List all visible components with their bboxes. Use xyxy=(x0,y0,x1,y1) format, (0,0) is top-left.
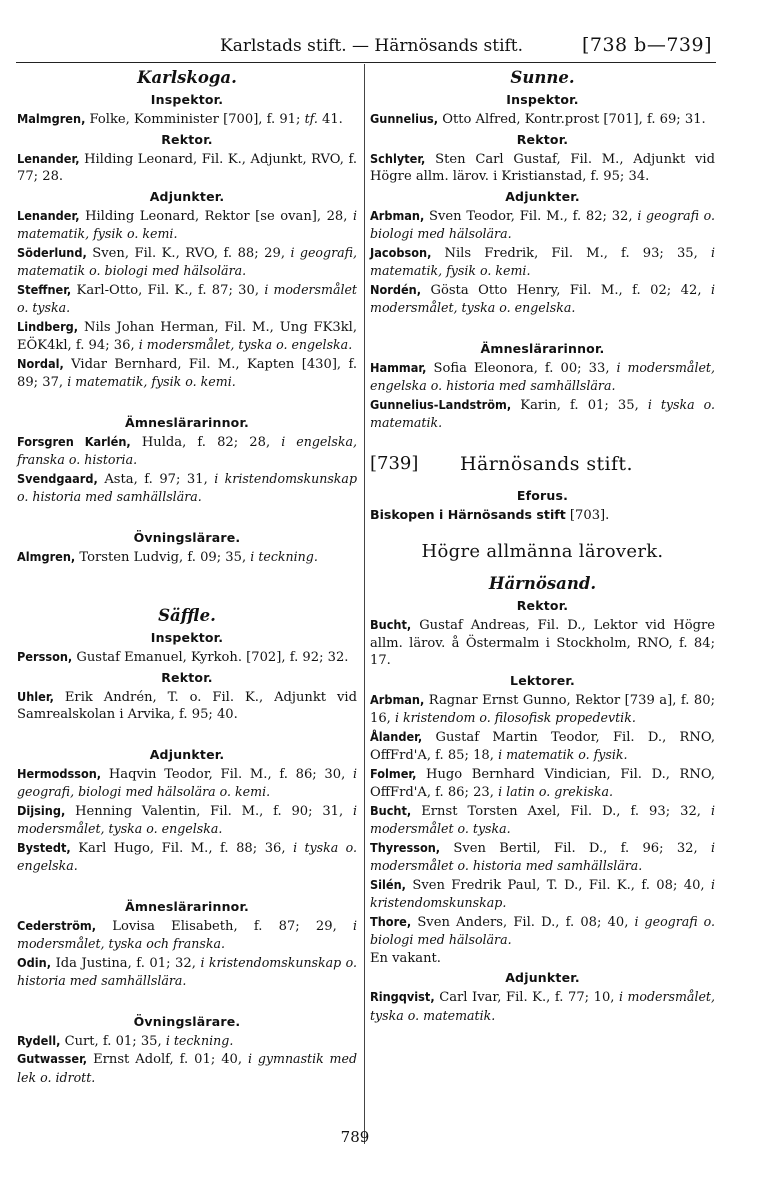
entry-subjects: i modersmålet, tyska o. engelska. xyxy=(17,802,357,836)
entry-subjects: i matematik, fysik o. kemi. xyxy=(67,374,236,389)
entry xyxy=(17,433,357,470)
entry-name: Almgren, xyxy=(17,548,76,564)
stift-number: [739] xyxy=(370,452,419,474)
entry-text: Sven Fredrik Paul, T. D., Fil. K., f. 08; 40, xyxy=(405,877,711,893)
section-head: Adjunkter. xyxy=(505,970,580,985)
entry-name: Nordal, xyxy=(17,355,64,371)
section-head: Övningslärare. xyxy=(133,529,241,545)
entry xyxy=(17,207,357,244)
eforus-entry xyxy=(370,506,715,525)
entry-text: Haqvin Teodor, Fil. M., f. 86; 30, xyxy=(101,766,353,782)
entry xyxy=(17,954,357,991)
section-head: Rektor. xyxy=(161,669,213,685)
entry-name: Silén, xyxy=(370,876,406,892)
entry-text: Karin, f. 01; 35, xyxy=(511,397,648,413)
entry-name: Ringqvist, xyxy=(370,989,435,1004)
entry-subjects: i geografi o. biologi med hälsolära. xyxy=(370,207,715,241)
town-title-karlskoga: Karlskoga. xyxy=(137,68,237,87)
entry-subjects: i teckning. xyxy=(250,548,318,564)
entry xyxy=(17,839,357,876)
entry-list xyxy=(370,616,715,670)
entry-subjects: i modersmålet o. tyska. xyxy=(17,281,357,315)
section-head: Inspektor. xyxy=(150,92,224,107)
entry xyxy=(370,281,715,318)
entry-name: Odin, xyxy=(17,954,51,970)
entry-text: Sten Carl Gustaf, Fil. M., Adjunkt vid Högre allm. lärov. i Kristianstad, f. 95; 34. xyxy=(370,151,715,184)
entry-subjects: i modersmålet, tyska och franska. xyxy=(17,917,357,951)
entry-text: Curt, f. 01; 35, xyxy=(60,1033,166,1049)
entry-name: Persson, xyxy=(17,649,73,664)
eforus-name: Biskopen i Härnösands stift xyxy=(370,506,566,522)
entry xyxy=(17,765,357,802)
stift-title: Härnösands stift. xyxy=(460,452,633,475)
entry-subjects: i modersmålet o. tyska. xyxy=(370,802,715,836)
right-column xyxy=(370,66,715,1025)
entry-list xyxy=(370,150,715,186)
entry-text: Henning Valentin, Fil. M., f. 90; 31, xyxy=(65,803,353,819)
entry-text: Gustaf Emanuel, Kyrkoh. [702], f. 92; 32. xyxy=(72,650,349,665)
town-title-sunne: Sunne. xyxy=(510,68,575,87)
entry-subjects: tf. xyxy=(304,111,318,126)
entry-text: Ida Justina, f. 01; 32, xyxy=(51,955,201,971)
entry xyxy=(370,765,715,802)
entry-text: Sven Teodor, Fil. M., f. 82; 32, xyxy=(424,208,638,224)
entry-text: Torsten Ludvig, f. 09; 35, xyxy=(75,549,251,565)
section-head: Rektor. xyxy=(516,131,569,147)
entry-text: Sofia Eleonora, f. 00; 33, xyxy=(426,360,617,376)
entry-list xyxy=(17,688,357,724)
entry-list xyxy=(17,648,357,667)
section-head: Rektor. xyxy=(161,131,213,147)
entry xyxy=(17,110,357,129)
entry-name: Gunnelius-Landström, xyxy=(370,396,512,412)
entry xyxy=(17,688,357,724)
section-head: Adjunkter. xyxy=(149,746,225,762)
entry-subjects: i matematik o. fysik. xyxy=(498,747,628,762)
section-head: Ämneslärarinnor. xyxy=(124,414,249,430)
entry-list xyxy=(370,988,715,1025)
section-head: Inspektor. xyxy=(150,630,224,645)
entry xyxy=(370,950,715,968)
entry-subjects: i geografi, matematik o. biologi med hälsolära. xyxy=(17,244,358,278)
entry-text: En vakant. xyxy=(370,950,441,966)
entry-name: Svendgaard, xyxy=(17,470,98,486)
entry xyxy=(370,396,715,433)
entry-name: Dijsing, xyxy=(17,802,66,818)
running-header xyxy=(0,32,776,62)
entry-text: Ernst Adolf, f. 01; 40, xyxy=(87,1052,248,1067)
entry-text: Asta, f. 97; 31, xyxy=(97,471,215,487)
entry-list xyxy=(17,433,357,507)
spacer xyxy=(17,991,357,1011)
entry-name: Arbman, xyxy=(370,207,425,223)
entry xyxy=(370,150,715,186)
spacer xyxy=(17,566,357,604)
section-head: Inspektor. xyxy=(506,92,579,107)
entry-text: Karl Hugo, Fil. M., f. 88; 36, xyxy=(70,840,294,856)
section-head: Ämneslärarinnor. xyxy=(124,898,249,914)
entry-name: Uhler, xyxy=(17,688,54,704)
entry-name: Hermodsson, xyxy=(17,765,102,781)
entry-text: Erik Andrén, T. o. Fil. K., Adjunkt vid Samrealskolan i Arvika, f. 95; 40. xyxy=(17,689,357,722)
entry xyxy=(370,616,715,670)
entry-name: Forsgren Karlén, xyxy=(17,433,131,449)
entry xyxy=(17,1050,357,1087)
entry-subjects: i modersmålet, engelska o. historia med samhällslära. xyxy=(370,359,715,393)
entry-list xyxy=(17,917,357,991)
stift-heading xyxy=(370,449,715,483)
section-head: Eforus. xyxy=(516,487,569,503)
entry-name: Steffner, xyxy=(17,281,72,297)
entry xyxy=(370,244,715,281)
entry xyxy=(17,470,357,507)
header-page-range: [738 b—739] xyxy=(581,34,712,56)
entry-list xyxy=(17,765,357,876)
entry xyxy=(17,281,357,318)
entry-name: Malmgren, xyxy=(17,111,86,126)
left-column xyxy=(17,66,357,1087)
entry-text: Karl-Otto, Fil. K., f. 87; 30, xyxy=(71,282,265,298)
entry xyxy=(17,150,357,186)
entry-subjects: i geografi, biologi med hälsolära o. kemi. xyxy=(17,765,357,799)
entry-text: Nils Fredrik, Fil. M., f. 93; 35, xyxy=(431,245,711,261)
column-divider xyxy=(364,64,365,1144)
entry xyxy=(370,207,715,244)
entry-name: Schlyter, xyxy=(370,150,426,166)
section-head: Lektorer. xyxy=(510,672,575,688)
entry-subjects: i tyska o. engelska. xyxy=(17,839,357,873)
entry xyxy=(370,839,715,876)
entry-list xyxy=(17,548,357,567)
section-head: Adjunkter. xyxy=(505,188,580,204)
entry-list xyxy=(370,691,715,968)
entry-name: Thore, xyxy=(370,913,412,929)
entry-name: Cederström, xyxy=(17,917,97,933)
entry xyxy=(370,988,715,1025)
entry-text: Vidar Bernhard, Fil. M., Kapten [430], f. 89; 37, xyxy=(17,356,357,390)
entry-text: Gustaf Andreas, Fil. D., Lektor vid Högre allm. lärov. å Östermalm i Stockholm, RNO, f. 84; 17. xyxy=(370,618,715,668)
entry xyxy=(370,913,715,950)
entry-subjects: i matematik, fysik o. kemi. xyxy=(17,207,357,241)
entry-name: Arbman, xyxy=(370,691,425,707)
entry-subjects: i kristendom o. filosofisk propedevtik. xyxy=(395,710,636,725)
entry-subjects: i modersmålet, tyska o. engelska. xyxy=(138,337,353,352)
entry-text: Gustaf Martin Teodor, Fil. D., RNO, OffFrd'A, f. 85; 18, xyxy=(370,729,715,763)
section-head: Ämneslärarinnor. xyxy=(480,340,605,356)
entry-list xyxy=(370,359,715,433)
entry-text: Gösta Otto Henry, Fil. M., f. 02; 42, xyxy=(421,282,711,298)
entry xyxy=(17,318,357,355)
entry-text: Nils Johan Herman, Fil. M., Ung FK3kl, EÖK4kl, f. 94; 36, xyxy=(17,319,357,353)
entry-text: Hilding Leonard, Fil. K., Adjunkt, RVO, f. 77; 28. xyxy=(17,151,357,184)
entry-list xyxy=(17,110,357,129)
entry-text: Hugo Bernhard Vindician, Fil. D., RNO, OffFrd'A, f. 86; 23, xyxy=(370,766,715,800)
entry-subjects: i modersmålet o. historia med samhällslära. xyxy=(370,839,715,873)
eforus-ref: [703]. xyxy=(565,507,610,523)
entry-subjects: i kristendomskunskap o. historia med samhällslära. xyxy=(17,954,357,988)
entry xyxy=(370,876,715,913)
entry xyxy=(370,110,715,129)
entry-text: Hulda, f. 82; 28, xyxy=(130,434,282,450)
header-rule xyxy=(16,62,716,63)
entry xyxy=(370,691,715,728)
entry-text: Sven Bertil, Fil. D., f. 96; 32, xyxy=(440,840,711,856)
entry-text: Ernst Torsten Axel, Fil. D., f. 93; 32, xyxy=(411,803,711,819)
entry xyxy=(370,802,715,839)
entry-text: Hilding Leonard, Rektor [se ovan], 28, xyxy=(79,208,353,224)
entry-list xyxy=(370,110,715,129)
entry-name: Nordén, xyxy=(370,281,422,297)
entry-subjects: i engelska, franska o. historia. xyxy=(17,433,358,467)
entry-text: Lovisa Elisabeth, f. 87; 29, xyxy=(96,918,353,934)
entry xyxy=(17,244,357,281)
entry-name: Rydell, xyxy=(17,1032,61,1048)
entry-subjects: i gymnastik med lek o. idrott. xyxy=(17,1051,358,1085)
entry-subjects: i latin o. grekiska. xyxy=(498,784,614,799)
entry-subjects: i matematik, fysik o. kemi. xyxy=(370,244,715,278)
entry-text: Sven, Fil. K., RVO, f. 88; 29, xyxy=(86,245,291,261)
entry-tail: 41. xyxy=(317,112,343,127)
entry-list xyxy=(370,207,715,318)
section-head: Adjunkter. xyxy=(149,188,225,204)
entry xyxy=(17,548,357,567)
entry-name: Jacobson, xyxy=(370,244,432,260)
entry xyxy=(17,648,357,667)
entry xyxy=(17,917,357,954)
spacer xyxy=(17,507,357,527)
entry-list xyxy=(17,150,357,186)
entry-name: Lindberg, xyxy=(17,318,79,334)
entry xyxy=(17,355,357,392)
entry-name: Hammar, xyxy=(370,359,427,375)
entry-text: Ragnar Ernst Gunno, Rektor [739 a], f. 80; 16, xyxy=(370,692,715,726)
entry xyxy=(370,728,715,765)
entry-name: Gutwasser, xyxy=(17,1051,88,1066)
entry-name: Bystedt, xyxy=(17,839,71,855)
school-type-title: Högre allmänna läroverk. xyxy=(421,541,664,562)
entry-subjects: i kristendomskunskap o. historia med samhällslära. xyxy=(17,470,358,504)
entry xyxy=(17,802,357,839)
entry-subjects: i teckning. xyxy=(165,1032,234,1048)
spacer xyxy=(17,876,357,896)
entry-name: Lenander, xyxy=(17,150,80,166)
entry-subjects: i geografi o. biologi med hälsolära. xyxy=(370,913,715,947)
entry-list xyxy=(17,207,357,392)
spacer xyxy=(17,724,357,744)
spacer xyxy=(370,318,715,338)
entry xyxy=(17,1032,357,1051)
entry-name: Bucht, xyxy=(370,802,412,818)
entry-list xyxy=(17,1032,357,1088)
spacer xyxy=(17,392,357,412)
section-head: Rektor. xyxy=(516,598,569,613)
entry-subjects: i modersmålet, tyska o. engelska. xyxy=(370,281,715,315)
entry-name: Bucht, xyxy=(370,617,412,632)
entry-text: Folke, Komminister [700], f. 91; xyxy=(85,112,305,127)
entry-subjects: i kristendomskunskap. xyxy=(370,876,715,910)
entry-name: Thyresson, xyxy=(370,839,441,855)
page-number: 789 xyxy=(340,1128,370,1146)
town-title-saffle: Säffle. xyxy=(158,606,216,625)
section-head: Övningslärare. xyxy=(133,1013,241,1029)
entry xyxy=(370,359,715,396)
entry-name: Söderlund, xyxy=(17,244,87,260)
entry-subjects: i tyska o. matematik. xyxy=(370,396,715,430)
entry-name: Ålander, xyxy=(370,728,423,744)
header-title: Karlstads stift. — Härnösands stift. xyxy=(220,36,524,56)
town-title-harnosand: Härnösand. xyxy=(488,574,597,593)
entry-subjects: i modersmålet, tyska o. matematik. xyxy=(370,989,715,1023)
entry-name: Folmer, xyxy=(370,765,417,781)
entry-name: Lenander, xyxy=(17,207,80,223)
entry-name: Gunnelius, xyxy=(370,111,439,126)
entry-text: Otto Alfred, Kontr.prost [701], f. 69; 31. xyxy=(438,112,706,127)
entry-text: Sven Anders, Fil. D., f. 08; 40, xyxy=(411,914,635,930)
entry-text: Carl Ivar, Fil. K., f. 77; 10, xyxy=(434,990,620,1005)
